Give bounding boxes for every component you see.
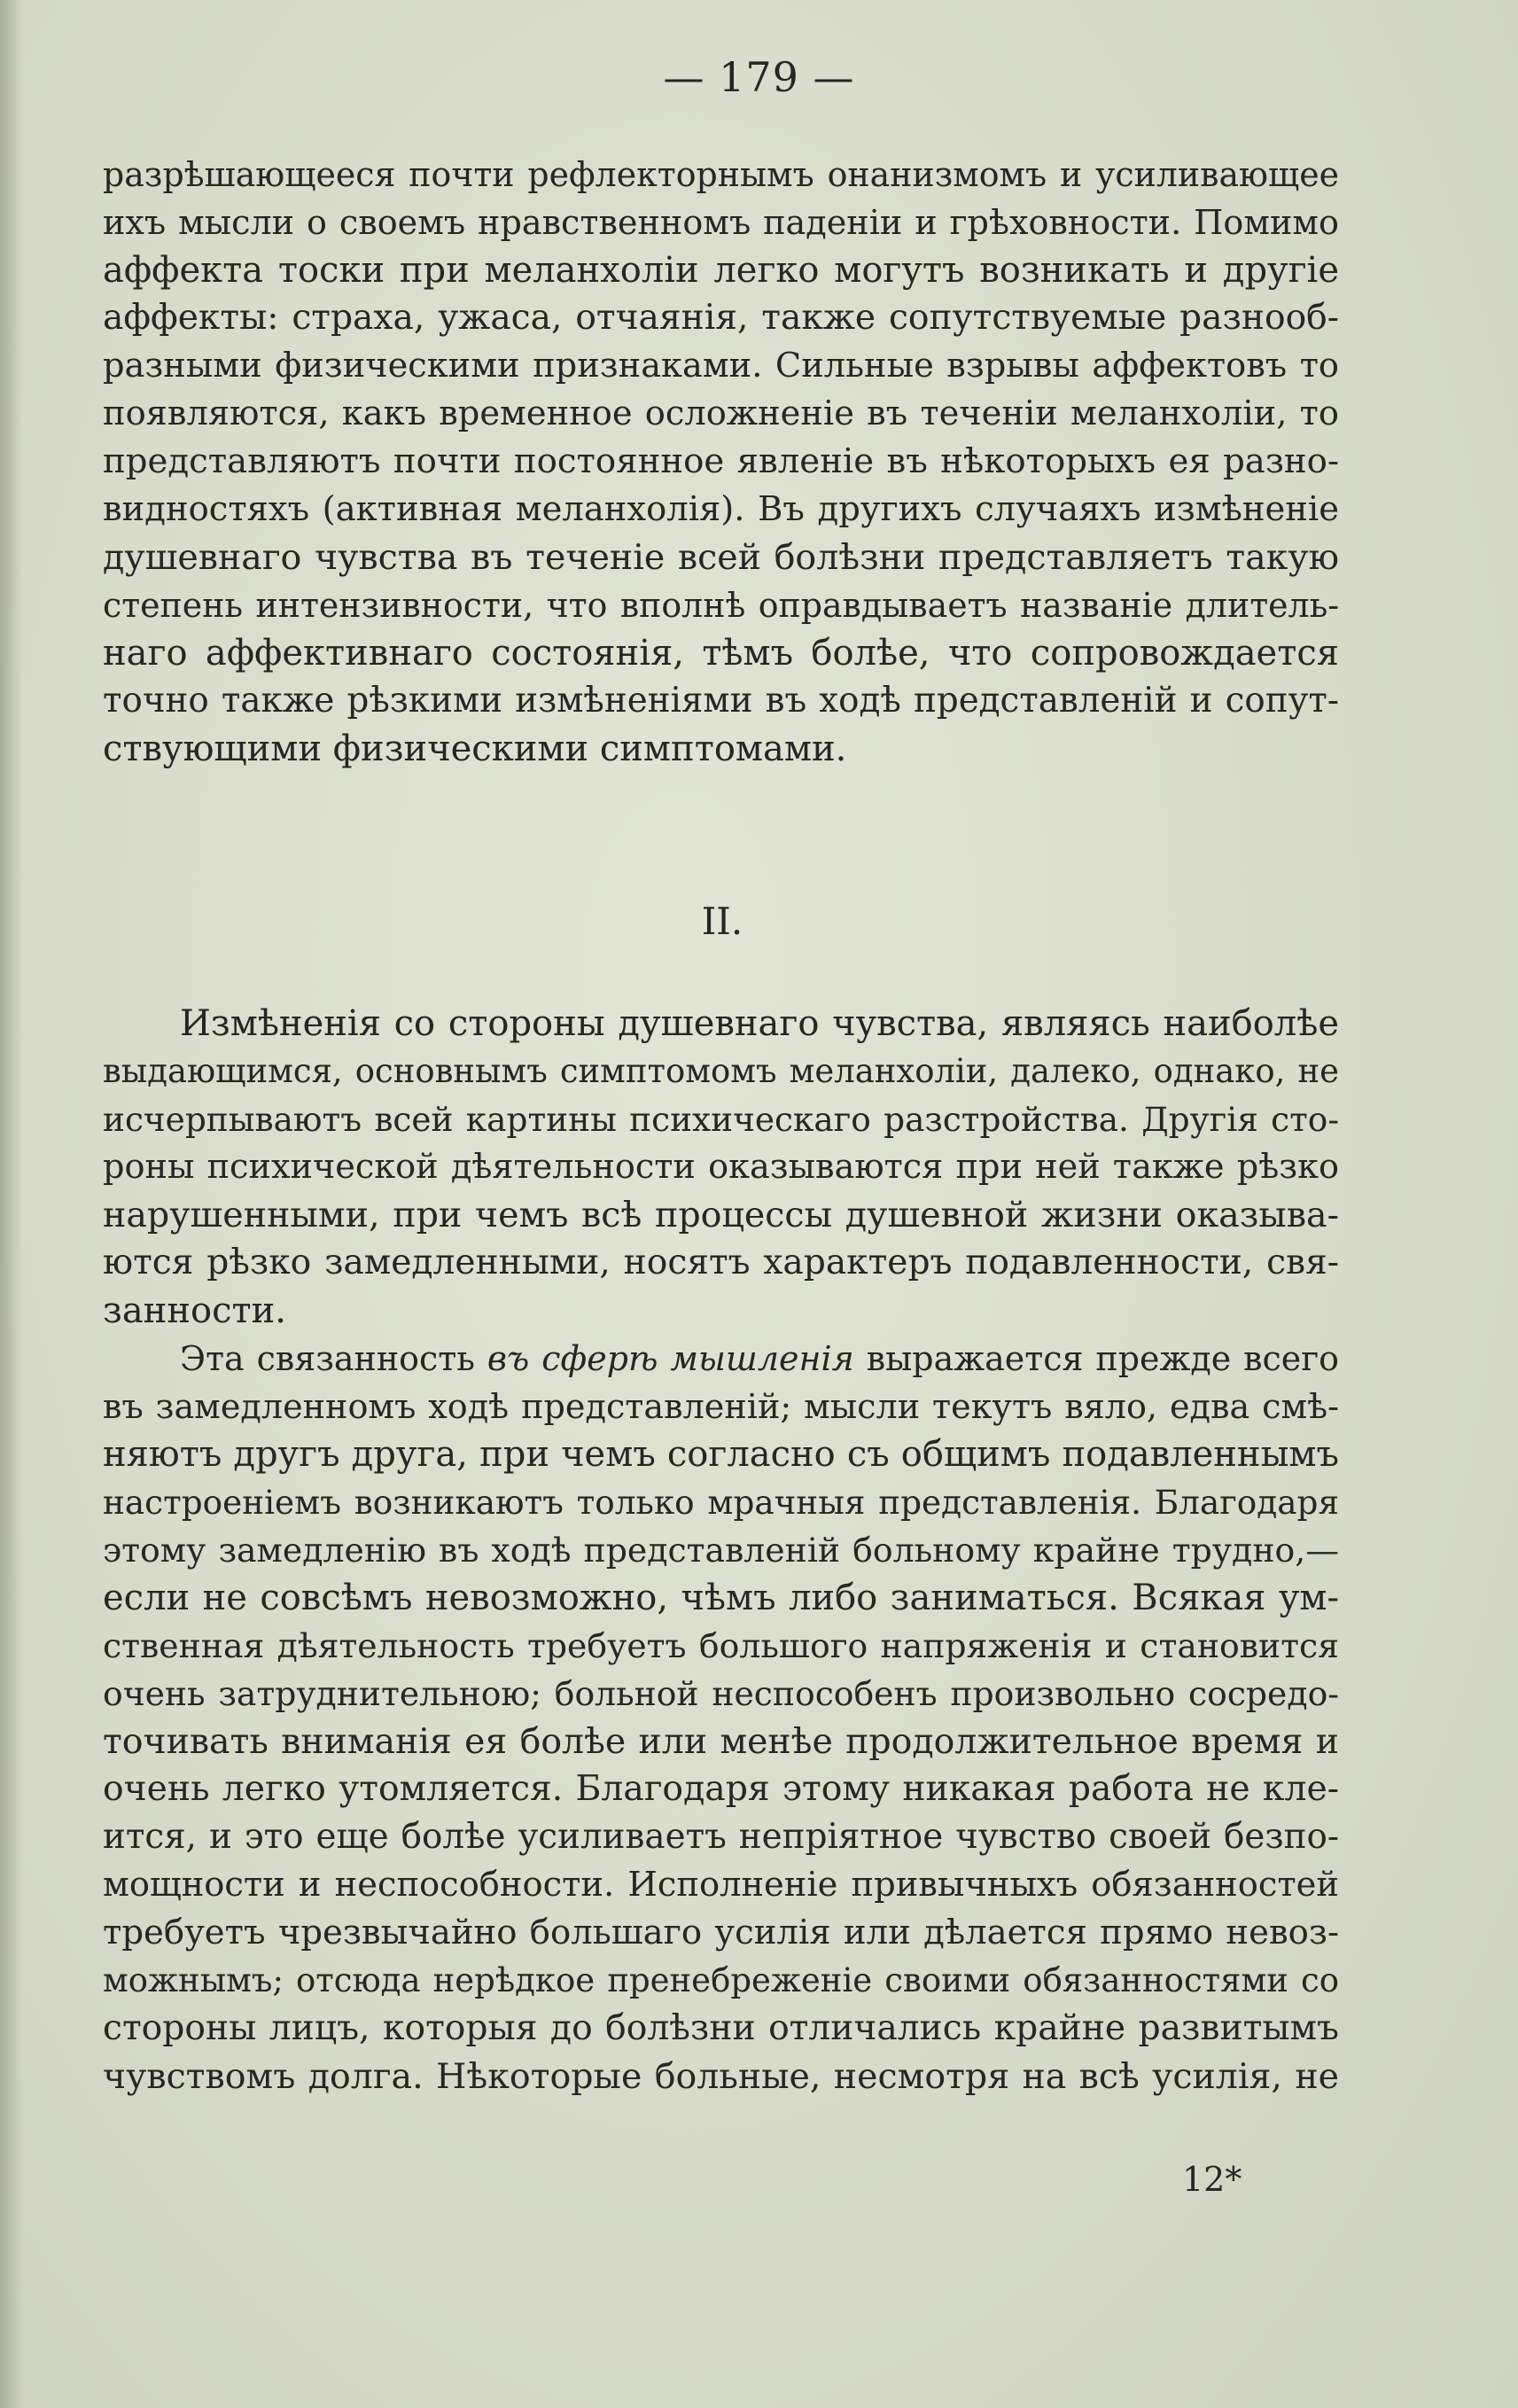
- text-line: точивать вниманія ея болѣе или менѣе продолжительное время и: [103, 1721, 1339, 1762]
- text-line: няютъ другъ друга, при чемъ согласно съ общимъ подавленнымъ: [103, 1434, 1339, 1475]
- text-line: аффекта тоски при меланхоліи легко могутъ возникать и другіе: [103, 250, 1339, 291]
- text-line: очень затруднительною; больной неспособенъ произвольно сосредо-: [103, 1674, 1339, 1713]
- text-line: ствующими физическими симптомами.: [103, 729, 847, 769]
- text-line: ственная дѣятельность требуетъ большого напряженія и становится: [103, 1626, 1339, 1665]
- text-line: ются рѣзко замедленными, носятъ характеръ подавленности, свя-: [103, 1243, 1339, 1282]
- text-line: представляютъ почти постоянное явленіе въ нѣкоторыхъ ея разно-: [103, 441, 1339, 481]
- page-gutter-shadow: [0, 0, 23, 2408]
- text-span: выражается прежде всего: [853, 1339, 1339, 1378]
- text-line: аффекты: страха, ужаса, отчаянія, также сопутствуемые разнооб-: [103, 298, 1339, 338]
- italic-phrase: въ сферѣ мышленія: [487, 1339, 854, 1378]
- text-line: нарушенными, при чемъ всѣ процессы душевной жизни оказыва-: [103, 1195, 1339, 1235]
- text-line: душевнаго чувства въ теченіе всей болѣзни представляетъ такую: [103, 537, 1339, 578]
- text-line: настроеніемъ возникаютъ только мрачныя представленія. Благодаря: [103, 1483, 1339, 1522]
- text-line: точно также рѣзкими измѣненіями въ ходѣ представленій и сопут-: [103, 681, 1339, 721]
- text-line: если не совсѣмъ невозможно, чѣмъ либо заниматься. Всякая ум-: [103, 1578, 1339, 1618]
- text-line: исчерпываютъ всей картины психическаго разстройства. Другія сто-: [103, 1100, 1339, 1139]
- paragraph-1: [103, 151, 1339, 773]
- text-line: разными физическими признаками. Сильные взрывы аффектовъ то: [103, 346, 1339, 386]
- text-line: появляются, какъ временное осложненіе въ теченіи меланхоліи, то: [103, 394, 1339, 433]
- text-line: ится, и это еще болѣе усиливаетъ непріятное чувство своей безпо-: [103, 1817, 1339, 1857]
- text-line: стороны лицъ, которыя до болѣзни отличались крайне развитымъ: [103, 2008, 1339, 2048]
- text-line: степень интензивности, что вполнѣ оправдываетъ названіе длитель-: [103, 586, 1339, 625]
- paragraph-2: [103, 1000, 1339, 1335]
- text-line: чувствомъ долга. Нѣкоторые больные, несмотря на всѣ усилія, не: [103, 2056, 1339, 2097]
- text-line: [103, 1335, 1339, 1383]
- text-line: можнымъ; отсюда нерѣдкое пренебреженіе своими обязанностями со: [103, 1961, 1339, 1999]
- text-line: видностяхъ (активная меланхолія). Въ другихъ случаяхъ измѣненіе: [103, 489, 1339, 529]
- text-line: наго аффективнаго состоянія, тѣмъ болѣе, что сопровождается: [103, 633, 1339, 674]
- text-line: роны психической дѣятельности оказываются при ней также рѣзко: [103, 1148, 1339, 1187]
- paragraph-3: [103, 1335, 1339, 2100]
- text-line: въ замедленномъ ходѣ представленій; мысли текутъ вяло, едва смѣ-: [103, 1387, 1339, 1426]
- text-line: требуетъ чрезвычайно большаго усилія или дѣлается прямо невоз-: [103, 1913, 1339, 1952]
- section-heading: II.: [701, 900, 743, 943]
- text-line: разрѣшающееся почти рефлекторнымъ онанизмомъ и усиливающее: [103, 155, 1339, 194]
- text-line: занности.: [103, 1290, 286, 1331]
- text-line: Измѣненія со стороны душевнаго чувства, являясь наиболѣе: [180, 1003, 1339, 1044]
- text-line: очень легко утомляется. Благодаря этому никакая работа не кле-: [103, 1769, 1339, 1809]
- text-line: мощности и неспособности. Исполненіе привычныхъ обязанностей: [103, 1865, 1339, 1905]
- page-number: — 179 —: [663, 53, 855, 101]
- text-span: Эта связанность: [180, 1339, 487, 1378]
- text-line: этому замедленію въ ходѣ представленій больному крайне трудно,—: [103, 1531, 1339, 1570]
- signature-mark: 12*: [1182, 2160, 1242, 2199]
- text-line: выдающимся, основнымъ симптомомъ меланхоліи, далеко, однако, не: [103, 1052, 1339, 1090]
- text-line: ихъ мысли о своемъ нравственномъ паденіи и грѣховности. Помимо: [103, 203, 1339, 242]
